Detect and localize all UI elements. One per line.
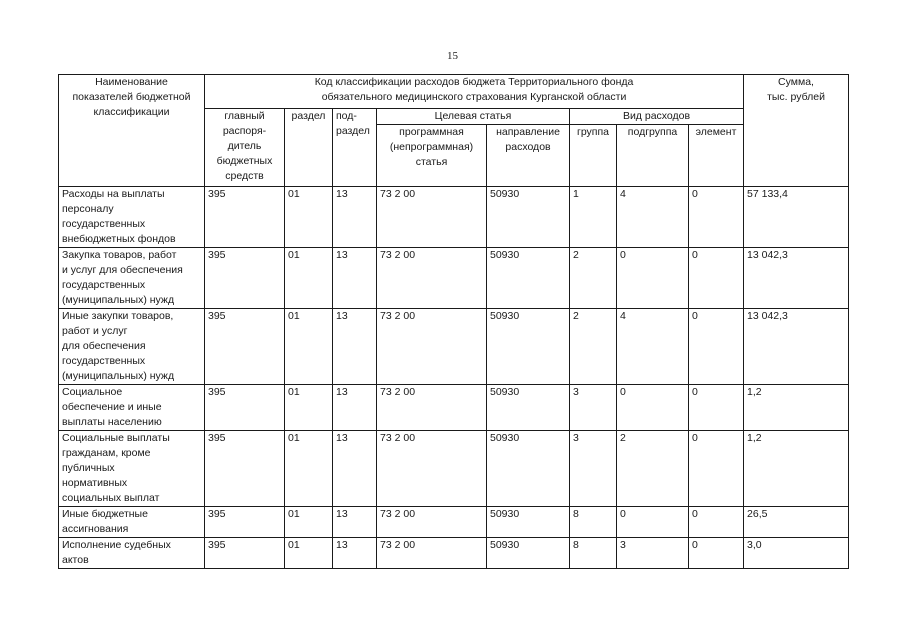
- row-name: Расходы на выплаты персоналу государственных внебюджетных фондов: [59, 187, 205, 248]
- cell-podrazdel: 13: [333, 309, 377, 385]
- cell-glavny: 395: [205, 385, 285, 431]
- cell-sum: 57 133,4: [744, 187, 849, 248]
- cell-glavny: 395: [205, 248, 285, 309]
- cell-sum: 1,2: [744, 431, 849, 507]
- cell-napr: 50930: [487, 385, 570, 431]
- cell-podgruppa: 0: [617, 507, 689, 538]
- cell-gruppa: 8: [570, 538, 617, 569]
- cell-razdel: 01: [285, 507, 333, 538]
- cell-prog: 73 2 00: [377, 309, 487, 385]
- header-programmnaya: программная (непрограммная) статья: [377, 125, 487, 187]
- cell-podrazdel: 13: [333, 385, 377, 431]
- cell-podrazdel: 13: [333, 248, 377, 309]
- header-element: элемент: [689, 125, 744, 187]
- cell-podrazdel: 13: [333, 538, 377, 569]
- cell-element: 0: [689, 187, 744, 248]
- cell-sum: 1,2: [744, 385, 849, 431]
- cell-gruppa: 3: [570, 385, 617, 431]
- cell-podgruppa: 3: [617, 538, 689, 569]
- cell-element: 0: [689, 248, 744, 309]
- cell-napr: 50930: [487, 309, 570, 385]
- cell-sum: 13 042,3: [744, 309, 849, 385]
- cell-element: 0: [689, 507, 744, 538]
- header-vid: Вид расходов: [570, 109, 744, 125]
- cell-napr: 50930: [487, 187, 570, 248]
- cell-razdel: 01: [285, 538, 333, 569]
- cell-sum: 13 042,3: [744, 248, 849, 309]
- cell-podgruppa: 2: [617, 431, 689, 507]
- cell-element: 0: [689, 431, 744, 507]
- cell-podgruppa: 0: [617, 385, 689, 431]
- cell-podrazdel: 13: [333, 431, 377, 507]
- cell-podrazdel: 13: [333, 507, 377, 538]
- table-row: [59, 507, 849, 538]
- cell-razdel: 01: [285, 248, 333, 309]
- cell-prog: 73 2 00: [377, 507, 487, 538]
- table-row: [59, 187, 849, 248]
- cell-gruppa: 3: [570, 431, 617, 507]
- cell-element: 0: [689, 538, 744, 569]
- cell-gruppa: 2: [570, 248, 617, 309]
- page-number: 15: [447, 50, 458, 62]
- cell-razdel: 01: [285, 309, 333, 385]
- cell-gruppa: 8: [570, 507, 617, 538]
- cell-napr: 50930: [487, 507, 570, 538]
- cell-prog: 73 2 00: [377, 187, 487, 248]
- header-celevaya: Целевая статья: [377, 109, 570, 125]
- cell-podgruppa: 4: [617, 309, 689, 385]
- cell-prog: 73 2 00: [377, 538, 487, 569]
- cell-element: 0: [689, 385, 744, 431]
- header-podgruppa: подгруппа: [617, 125, 689, 187]
- table-row: [59, 538, 849, 569]
- cell-prog: 73 2 00: [377, 385, 487, 431]
- cell-glavny: 395: [205, 507, 285, 538]
- header-podrazdel: под- раздел: [333, 109, 377, 187]
- cell-podrazdel: 13: [333, 187, 377, 248]
- cell-razdel: 01: [285, 187, 333, 248]
- row-name: Социальное обеспечение и иные выплаты населению: [59, 385, 205, 431]
- cell-podgruppa: 0: [617, 248, 689, 309]
- cell-napr: 50930: [487, 431, 570, 507]
- row-name: Иные закупки товаров, работ и услуг для обеспечения государственных (муниципальных) нужд: [59, 309, 205, 385]
- cell-glavny: 395: [205, 538, 285, 569]
- cell-napr: 50930: [487, 248, 570, 309]
- cell-prog: 73 2 00: [377, 248, 487, 309]
- table-row: [59, 248, 849, 309]
- cell-napr: 50930: [487, 538, 570, 569]
- cell-razdel: 01: [285, 431, 333, 507]
- cell-gruppa: 1: [570, 187, 617, 248]
- cell-sum: 26,5: [744, 507, 849, 538]
- row-name: Закупка товаров, работ и услуг для обеспечения государственных (муниципальных) нужд: [59, 248, 205, 309]
- table-row: [59, 309, 849, 385]
- budget-table: [58, 74, 849, 569]
- row-name: Исполнение судебных актов: [59, 538, 205, 569]
- cell-sum: 3,0: [744, 538, 849, 569]
- table-row: [59, 385, 849, 431]
- header-glavny: главный распоря- дитель бюджетных средств: [205, 109, 285, 187]
- table-row: [59, 431, 849, 507]
- row-name: Социальные выплаты гражданам, кроме публичных нормативных социальных выплат: [59, 431, 205, 507]
- header-razdel: раздел: [285, 109, 333, 187]
- header-sum: Сумма, тыс. рублей: [744, 75, 849, 187]
- cell-glavny: 395: [205, 187, 285, 248]
- cell-razdel: 01: [285, 385, 333, 431]
- header-napravlenie: направление расходов: [487, 125, 570, 187]
- cell-element: 0: [689, 309, 744, 385]
- cell-prog: 73 2 00: [377, 431, 487, 507]
- cell-gruppa: 2: [570, 309, 617, 385]
- cell-glavny: 395: [205, 309, 285, 385]
- header-name: Наименование показателей бюджетной классификации: [59, 75, 205, 187]
- cell-glavny: 395: [205, 431, 285, 507]
- header-gruppa: группа: [570, 125, 617, 187]
- header-code-group: Код классификации расходов бюджета Территориального фонда обязательного медицинского страхования Курганской области: [205, 75, 744, 109]
- row-name: Иные бюджетные ассигнования: [59, 507, 205, 538]
- cell-podgruppa: 4: [617, 187, 689, 248]
